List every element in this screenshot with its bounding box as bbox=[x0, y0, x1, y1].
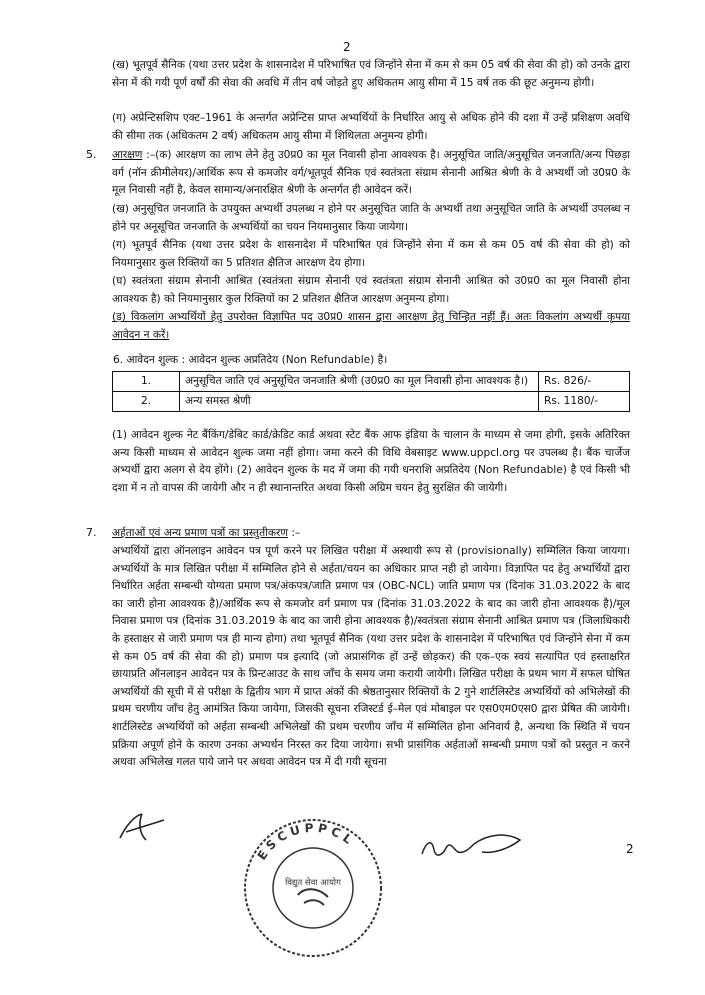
page-number-top: 2 bbox=[343, 40, 351, 54]
section-7-number: 7. bbox=[86, 526, 97, 539]
section-6-title: 6. आवेदन शुल्क : आवेदन शुल्क अप्रतिदेय (Non Refundable) है। bbox=[113, 354, 388, 366]
section-7-heading-line bbox=[112, 525, 630, 543]
fee-sn: 1. bbox=[113, 372, 180, 392]
signature-left bbox=[112, 808, 172, 848]
section-5-kha: (ख) अनुसूचित जनजाति के उपयुक्त अभ्यर्थी उपलब्ध न होने पर अनुसूचित जाति के अभ्यर्थी तथा अनुसूचित जाति के अभ्यर्थी उपलब्ध न होने पर अनूसूचित जनजाति के अभ्यर्थियों का चयन नियमानुसार किया जायेगा। bbox=[112, 203, 630, 233]
fee-sn: 2. bbox=[113, 392, 180, 412]
para-age-ga: (ग) अप्रेन्टिसशिप एक्ट–1961 के अन्तर्गत अप्रेन्टिस प्राप्त अभ्यर्थियों के निर्धारित आयु से अधिक होने की दशा में उन्हें प्रशिक्षण अवधि की सीमा तक (अधिकतम 2 वर्ष) अधिकतम आयु सीमा में शिथिलता अनुमन्य होगी। bbox=[112, 112, 630, 142]
section-5-heading: आरक्षण bbox=[112, 149, 143, 161]
section-7-body: अभ्यर्थियों द्वारा ऑनलाइन आवेदन पत्र पूर्ण करने पर लिखित परीक्षा में अस्थायी रूप से (provisionally) सम्मिलित किया जायगा। अभ्यर्थियों के मात्र लिखित परीक्षा में सम्मिलित होने से अर्हता/चयन का अधिकार प्राप्त नही हो जायेगा। विज्ञापित पद हेतु अभ्यर्थियों द्वारा निर्धारित अर्हता सम्बन्धी योग्यता प्रमाण पत्र/अंकपत्र/जाति प्रमाण पत्र (OBC-NCL) जाति प्रमाण पत्र (दिनांक 31.03.2022 के बाद का जारी होना आवश्यक है)/आर्थिक रूप से कमजोर वर्ग प्रमाण पत्र (दिनांक 31.03.2022 के बाद का जारी होना आवश्यक है)/मूल निवास प्रमाण पत्र (दिनांक 31.03.2019 के बाद का जारी होना आवश्यक है)/स्वतंत्रता संग्राम सेनानी आश्रित प्रमाण पत्र (जिलाधिकारी के हस्ताक्षर से जारी प्रमाण पत्र ही मान्य होगा) तथा भूतपूर्व सैनिक (यथा उत्तर प्रदेश के शासनादेश में परिभाषित एवं जिन्होंने सेना में कम से कम 05 वर्ष की सेवा की हो) प्रमाण पत्र इत्यादि (जो अप्रासंगिक हों उन्हें छोड़कर) की एक–एक स्वयं सत्यापित एवं हस्ताक्षरित छायाप्रति ऑनलाइन आवेदन पत्र के प्रिन्टआउट के साथ जाँच के समय जमा करायी जायेगी। लिखित परीक्षा के प्रथम भाग में सफल घोषित अभ्यर्थियों की सूची में से परीक्षा के द्वितीय भाग में प्राप्त अंकों की श्रेष्ठतानुसार रिक्तियों के 2 गुने शार्टलिस्टेड अभ्यर्थियों को अभिलेखों की प्रथम चरणीय जाँच हेतु आमंत्रित किया जायेगा, जिसकी सूचना रजिस्टर्ड ई–मेल एवं मोबाइल पर एस0एम0एस0 द्वारा प्रेषित की जायेगी। शार्टलिस्टेड अभ्यर्थियों को अर्हता सम्बन्धी अभिलेखों की प्रथम चरणीय जाँच में सम्मिलित होना अनिवार्य है, अन्यथा कि स्थिति में चयन प्रक्रिया अपूर्ण होने के कारण उनका अभ्यर्थन निरस्त कर दिया जायेगा। सभी प्रासंगिक अर्हताओं सम्बन्धी प्रमाण पत्रों को प्रस्तुत न करने अथवा अभिलेख गलत पाये जाने पर अथवा आवेदन पत्र में दी गयी सूचना bbox=[112, 545, 630, 769]
page-number-bottom: 2 bbox=[626, 842, 634, 856]
table-row bbox=[113, 392, 630, 412]
fee-amount: Rs. 1180/- bbox=[539, 392, 630, 412]
section-6-note: (1) आवेदन शुल्क नेट बैंकिंग/डेबिट कार्ड/क्रेडिट कार्ड अथवा स्टेट बैंक आफ इंडिया के चालान के माध्यम से जमा होगी, इसके अतिरिक्त अन्य किसी माध्यम से आवेदन शुल्क जमा नहीं होगा। जमा करने की विधि वेबसाइट www.uppcl.org पर उपलब्ध है। बैंक चार्जेज अभ्यर्थी द्वारा अलग से देय होंगे। (2) आवेदन शुल्क के मद में जमा की गयी धनराशि अप्रतिदेय (Non Refundable) है एवं किसी भी दशा में न तो वापस की जायेगी और न ही स्थानान्तरित अथवा किसी अग्रिम चयन हेतु सुरक्षित की जायेगी। bbox=[112, 429, 630, 494]
section-7-heading-suffix: :– bbox=[288, 527, 301, 539]
section-5-da: (ड़) विकलांग अभ्यर्थियों हेतु उपरोक्त विज्ञापित पद उ0प्र0 शासन द्वारा आरक्षण हेतु चिन्हित नहीं हैं। अतः विकलांग अभ्यर्थी कृपया आवेदन न करें। bbox=[112, 311, 630, 341]
section-5-number: 5. bbox=[86, 148, 97, 161]
stamp-outer-text: ESCUPPCL bbox=[254, 820, 358, 863]
fee-category: अनुसूचित जाति एवं अनुसूचित जनजाति श्रेणी (उ0प्र0 का मूल निवासी होना आवश्यक है।) bbox=[180, 372, 539, 392]
fee-amount: Rs. 826/- bbox=[539, 372, 630, 392]
section-7-heading: अर्हताओं एवं अन्य प्रमाण पत्रों का प्रस्तुतीकरण bbox=[112, 527, 288, 539]
section-5-ga: (ग) भूतपूर्व सैनिक (यथा उत्तर प्रदेश के शासनादेश में परिभाषित एवं जिन्होंने सेना में कम से कम 05 वर्ष की सेवा की हो) को नियमानुसार कुल रिक्तियों का 5 प्रतिशत क्षैतिज आरक्षण देय होगा। bbox=[112, 239, 630, 269]
stamp-inner-text: विद्युत सेवा आयोग bbox=[285, 878, 341, 888]
section-5-ka-text: :–(क) आरक्षण का लाभ लेने हेतु उ0प्र0 का मूल निवासी होना आवश्यक है। अनुसूचित जाति/अनुसूचित जनजाति/अन्य पिछड़ा वर्ग (नॉन क्रीमीलेयर)/आर्थिक रूप से कमजोर वर्ग/भूतपूर्व सैनिक एवं स्वतंत्रता संग्राम सेनानी आश्रित श्रेणी के वे अभ्यर्थी जो उ0प्र0 के मूल निवासी नहीं है, केवल सामान्य/अनारक्षित श्रेणी के अन्तर्गत ही आवेदन करें। bbox=[112, 149, 630, 197]
fee-table bbox=[112, 371, 630, 412]
fee-category: अन्य समस्त श्रेणी bbox=[180, 392, 539, 412]
section-5-gha: (घ) स्वतंत्रता संग्राम सेनानी आश्रित (स्वतंत्रता संग्राम सेनानी एवं स्वतंत्रता संग्राम सेनानी आश्रित को उ0प्र0 का मूल निवासी होना आवश्यक है) को नियमानुसार कुल रिक्तियों का 2 प्रतिशत क्षैतिज आरक्षण अनुमन्य होगा। bbox=[112, 275, 630, 305]
official-stamp bbox=[238, 813, 388, 963]
signature-right bbox=[418, 828, 528, 868]
section-5-ka bbox=[112, 147, 630, 200]
table-row bbox=[113, 372, 630, 392]
para-age-kha: (ख) भूतपूर्व सैनिक (यथा उत्तर प्रदेश के शासनादेश में परिभाषित एवं जिन्होंने सेना में कम से कम 05 वर्ष की सेवा की हो) को उनके द्वारा सेना में की गयी पूर्ण वर्षों की सेवा की अवधि में तीन वर्ष जोड़ते हुए अधिकतम आयु सीमा में 15 वर्ष तक की छूट अनुमन्य होगी। bbox=[112, 59, 630, 89]
